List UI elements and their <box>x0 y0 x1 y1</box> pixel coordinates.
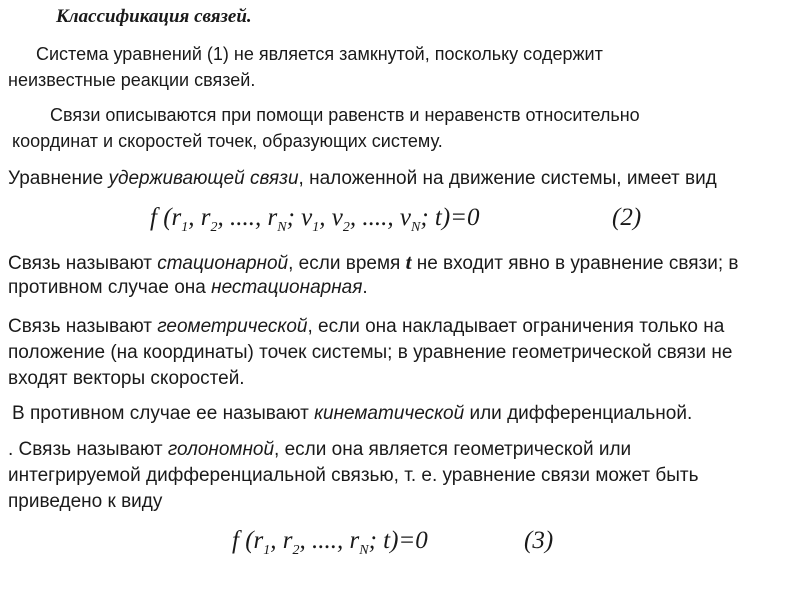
paragraph-geometric-line-3: входят векторы скоростей. <box>8 368 245 389</box>
equation-3-label: (3) <box>524 527 554 554</box>
eq-function-symbol: f <box>150 204 157 231</box>
term-holonomic: голономной <box>167 439 275 460</box>
paragraph-closure-line-1: Система уравнений (1) не является замкнутой, поскольку содержит <box>36 44 603 64</box>
paragraph-kinematic <box>12 403 692 425</box>
text-segment: Связь называют <box>8 253 158 274</box>
term-geometric: геометрической <box>157 316 308 337</box>
paragraph-stationary-line-2 <box>8 277 368 299</box>
text-segment: , если время <box>288 253 406 274</box>
text-segment: . Связь называют <box>8 439 168 460</box>
text-segment: В противном случае ее называют <box>12 403 315 424</box>
eq-args: ($r_1$, $r_2$, ...., $r_N$; $v_1$, $v_2$, ...., $v_N$; t)=0 <box>163 204 480 235</box>
equation-3 <box>232 527 428 559</box>
eq-function-symbol: f <box>232 527 239 554</box>
text-segment: . <box>362 277 368 298</box>
paragraph-constraints-line-2: координат и скоростей точек, образующих систему. <box>12 131 443 151</box>
text-segment: не входит явно в уравнение связи; в <box>411 253 739 274</box>
text-segment: Связь называют <box>8 316 158 337</box>
paragraph-geometric-line-1 <box>8 316 724 338</box>
paragraph-closure-line-2: неизвестные реакции связей. <box>8 70 256 90</box>
paragraph-constraints-line-1: Связи описываются при помощи равенств и неравенств относительно <box>50 105 640 125</box>
symbol-time-t: t <box>405 250 412 274</box>
page-title: Классификация связей. <box>56 6 252 27</box>
paragraph-stationary-line-1 <box>8 250 739 275</box>
paragraph-holonomic-line-2: интегрируемой дифференциальной связью, т. е. уравнение связи может быть <box>8 465 699 486</box>
text-segment: Уравнение <box>8 168 109 189</box>
text-segment: или дифференциальной. <box>464 403 693 424</box>
text-segment: , если она является геометрической или <box>274 439 632 460</box>
paragraph-holonomic-line-3: приведено к виду <box>8 491 163 512</box>
term-kinematic: кинематической <box>314 403 465 424</box>
paragraph-holding-constraint <box>8 168 717 190</box>
paragraph-geometric-line-2: положение (на координаты) точек системы; в уравнение геометрической связи не <box>8 342 733 363</box>
equation-2-label: (2) <box>612 204 642 231</box>
paragraph-holonomic-line-1 <box>8 439 631 461</box>
eq-args: ($r_1$, $r_2$, ...., $r_N$; t)=0 <box>245 527 428 558</box>
term-stationary: стационарной <box>157 253 289 274</box>
text-segment: , если она накладывает ограничения только на <box>307 316 725 337</box>
text-segment: , наложенной на движение системы, имеет вид <box>298 168 717 189</box>
term-nonstationary: нестационарная <box>211 277 363 298</box>
equation-2 <box>150 204 480 236</box>
term-holding-constraint: удерживающей связи <box>108 168 299 189</box>
text-segment: противном случае она <box>8 277 212 298</box>
